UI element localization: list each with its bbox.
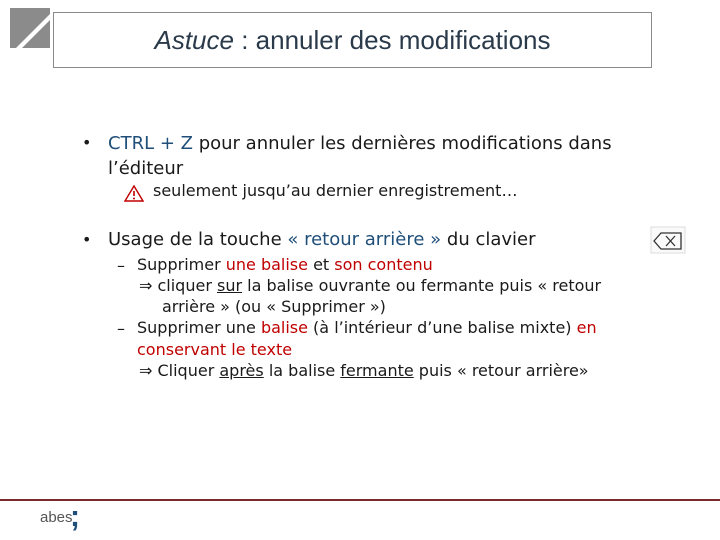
ctrl-z-text: CTRL + Z — [108, 133, 193, 154]
sub2-red3: conservant le texte — [137, 340, 293, 359]
sub1-action-underline: sur — [216, 276, 243, 295]
sub2-action-mid: la balise — [263, 361, 341, 380]
page-title — [53, 12, 652, 68]
sub1-action-pre: ⇒ cliquer — [139, 276, 217, 295]
bullet-marker: • — [82, 230, 92, 249]
bullet1-note: seulement jusqu’au dernier enregistrement… — [153, 181, 518, 200]
title-rest: : annuler des modifications — [233, 24, 551, 55]
bullet1-line2: l’éditeur — [108, 158, 184, 179]
sub1-action — [139, 276, 601, 295]
warning-icon — [124, 184, 144, 202]
sub2-action-pre: ⇒ Cliquer — [139, 361, 220, 380]
sub2-red: balise — [260, 318, 308, 337]
sub1-red2: son contenu — [334, 255, 433, 274]
sub1-pre: Supprimer — [137, 255, 226, 274]
abes-logo-mark: ; — [70, 500, 80, 533]
title-italic: Astuce — [154, 24, 234, 55]
backspace-key-icon — [650, 226, 686, 254]
bullet-marker: • — [82, 133, 92, 152]
sub2-action — [139, 361, 589, 380]
bullet1-text-line1: pour annuler les dernières modifications dans — [192, 133, 612, 154]
bullet2-post: du clavier — [441, 229, 536, 250]
dash-marker: – — [117, 256, 125, 275]
sub2-action-post: puis « retour arrière» — [413, 361, 589, 380]
bullet2-pre: Usage de la touche — [108, 229, 288, 250]
bullet1-line1 — [108, 133, 612, 154]
sub2-line — [137, 318, 597, 337]
sub1-action-post: la balise ouvrante ou fermante puis « retour — [242, 276, 602, 295]
bullet2-line — [108, 229, 536, 250]
sub2-action-underline: après — [219, 361, 264, 380]
sub1-mid: et — [307, 255, 335, 274]
sub1-action-line2: arrière » (ou « Supprimer ») — [162, 297, 386, 316]
sub1-line — [137, 255, 433, 274]
sub1-red: une balise — [225, 255, 308, 274]
corner-logo-icon — [10, 8, 50, 48]
footer-divider — [0, 499, 720, 501]
sub2-mid: (à l’intérieur d’une balise mixte) — [307, 318, 577, 337]
retour-arriere-text: « retour arrière » — [287, 229, 442, 250]
abes-logo-text: abes — [40, 509, 73, 526]
sub2-action-underline2: fermante — [340, 361, 414, 380]
dash-marker: – — [117, 319, 125, 338]
sub2-pre: Supprimer une — [137, 318, 261, 337]
sub2-red2: en — [576, 318, 597, 337]
